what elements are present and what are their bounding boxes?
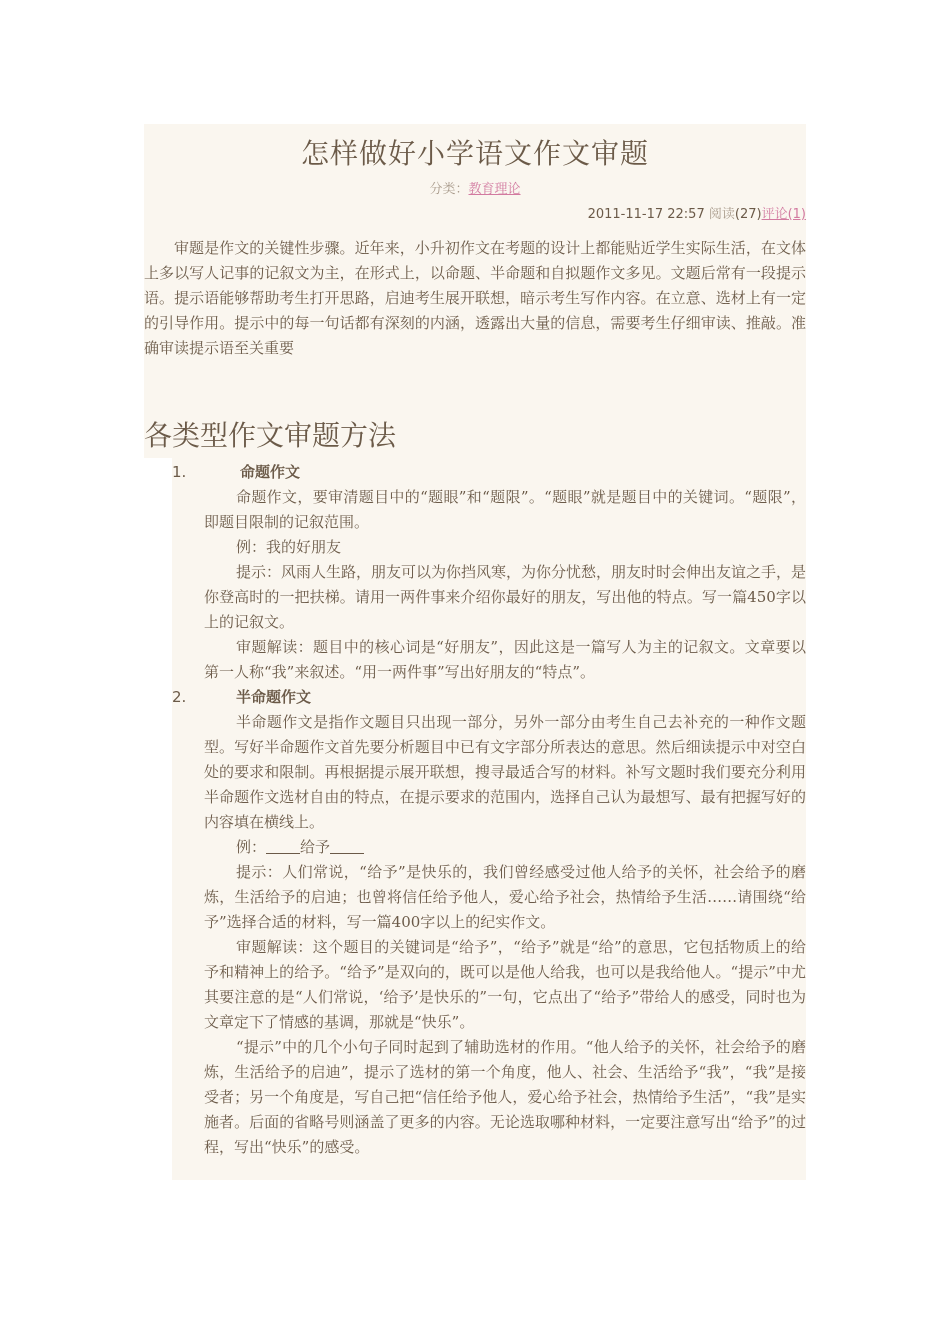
list-item-2-number: 2. — [172, 688, 187, 706]
list-item-2-title: 半命题作文 — [236, 688, 312, 706]
item-2-analysis-2: “提示”中的几个小句子同时起到了辅助选材的作用。“他人给予的关怀，社会给予的磨炼，生活给予的启迪”，提示了选材的第一个角度，他人、社会、生活给予“我”，“我”是接受者；另一个角度是，写自己把“信任给予他人，爱心给予社会，热情给予生活”，“我”是实施者。后面的省略号则涵盖了更多的内容。无论选取哪种材料，一定要注意写出“给予”的过程，写出“快乐”的感受。 — [204, 1038, 806, 1156]
blank-line — [330, 839, 364, 854]
category-line — [144, 178, 806, 197]
method-list — [172, 460, 806, 1160]
blank-line — [266, 839, 300, 854]
item-1-paragraph: 命题作文，要审清题目中的“题眼”和“题限”。“题眼”就是题目中的关键词。“题限”，即题目限制的记叙范围。 — [204, 488, 806, 531]
comment-link[interactable]: 评论 — [761, 207, 788, 222]
item-2-example-word: 给予 — [300, 838, 331, 856]
item-2-example — [172, 835, 806, 860]
list-item-2-header — [172, 685, 806, 710]
post-datetime: 2011-11-17 22:57 — [587, 207, 705, 222]
item-1-example: 例：我的好朋友 — [236, 538, 342, 556]
item-2-analysis: 审题解读：这个题目的关键词是“给予”，“给予”就是“给”的意思，它包括物质上的给予和精神上的给予。“给予”是双向的，既可以是他人给我，也可以是我给他人。“提示”中尤其要注意的是“人们常说，‘给予’是快乐的”一句，它点出了“给予”带给人的感受，同时也为文章定下了情感的基调，那就是“快乐”。 — [204, 938, 806, 1031]
intro-paragraph: 审题是作文的关键性步骤。近年来，小升初作文在考题的设计上都能贴近学生实际生活，在文体上多以写人记事的记叙文为主，在形式上，以命题、半命题和自拟题作文多见。文题后常有一段提示语。提示语能够帮助考生打开思路，启迪考生展开联想，暗示考生写作内容。在立意、选材上有一定的引导作用。提示中的每一句话都有深刻的内涵，透露出大量的信息，需要考生仔细审读、推敲。准确审读提示语至关重要 — [144, 239, 806, 357]
list-item-1-header — [172, 460, 806, 485]
article-title: 怎样做好小学语文作文审题 — [300, 137, 649, 170]
category-label: 分类： — [429, 182, 469, 197]
read-count: (27) — [734, 207, 762, 222]
item-2-paragraph: 半命题作文是指作文题目只出现一部分，另外一部分由考生自己去补充的一种作文题型。写好半命题作文首先要分析题目中已有文字部分所表达的意思。然后细读提示中对空白处的要求和限制。再根据提示展开联想，搜寻最适合写的材料。补写文题时我们要充分利用半命题作文选材自由的特点，在提示要求的范围内，选择自己认为最想写、最有把握写好的内容填在横线上。 — [204, 713, 806, 831]
category-link[interactable]: 教育理论 — [468, 182, 521, 197]
item-1-hint: 提示：风雨人生路，朋友可以为你挡风寒，为你分忧愁，朋友时时会伸出友谊之手，是你登高时的一把扶梯。请用一两件事来介绍你最好的朋友，写出他的特点。写一篇450字以上的记叙文。 — [204, 563, 807, 631]
section-heading: 各类型作文审题方法 — [144, 419, 397, 452]
item-1-analysis: 审题解读：题目中的核心词是“好朋友”，因此这是一篇写人为主的记叙文。文章要以第一人称“我”来叙述。“用一两件事”写出好朋友的“特点”。 — [204, 638, 806, 681]
item-2-hint: 提示：人们常说，“给予”是快乐的，我们曾经感受过他人给予的关怀，社会给予的磨炼，生活给予的启迪；也曾将信任给予他人，爱心给予社会，热情给予生活……请围绕“给予”选择合适的材料，写一篇400字以上的纪实作文。 — [204, 863, 806, 931]
comment-count[interactable]: (1) — [787, 207, 806, 222]
list-item-1-number: 1. — [172, 463, 187, 481]
article-meta — [588, 203, 806, 222]
read-label: 阅读 — [708, 207, 735, 222]
item-2-example-prefix: 例： — [236, 838, 267, 856]
list-item-1-title: 命题作文 — [240, 463, 301, 481]
